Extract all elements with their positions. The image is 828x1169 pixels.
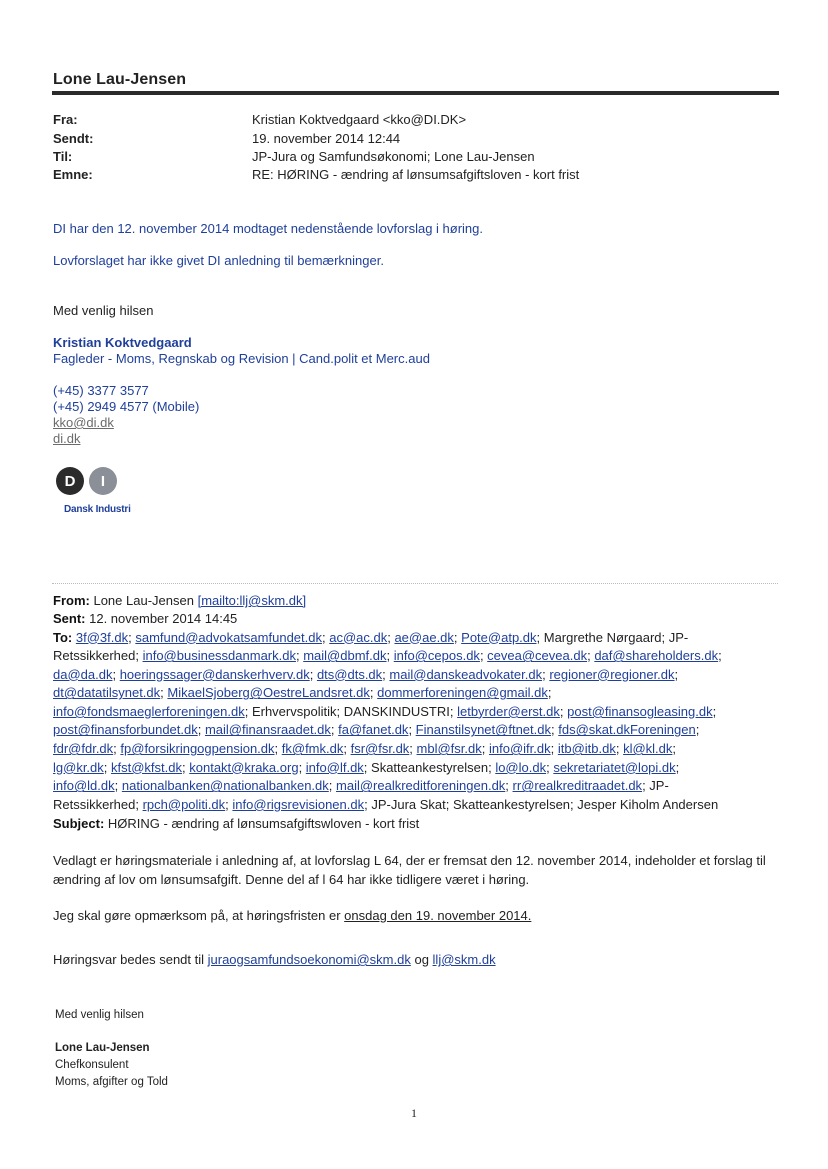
fwd-recipient-line: [53, 721, 773, 740]
fwd-recipient-text: ;: [695, 722, 700, 738]
reply-phone: (+45) 3377 3577: [53, 383, 149, 398]
fwd-recipient-line: [53, 740, 773, 759]
fwd-recipient-email-link[interactable]: fds@skat.dkForeningen: [558, 722, 696, 738]
fwd-recipient-email-link[interactable]: 3f@3f.dk: [75, 629, 129, 645]
fwd-sent-label: Sent:: [53, 611, 86, 626]
fwd-recipient-text: ;: [712, 703, 717, 719]
fwd-recipient-email-link[interactable]: samfund@advokatsamfundet.dk: [135, 629, 322, 645]
reply-line-2: Lovforslaget har ikke givet DI anledning til bemærkninger.: [53, 253, 384, 268]
fwd-recipient-text: ;: [113, 741, 121, 757]
fwd-recipient-email-link[interactable]: info@cepos.dk: [393, 648, 480, 664]
fwd-recipient-email-link[interactable]: daf@shareholders.dk: [594, 648, 719, 664]
fwd-recipient-text: ;: [547, 685, 552, 701]
fwd-recipient-email-link[interactable]: post@finansogleasing.dk: [567, 703, 713, 719]
fwd-deadline-intro: Jeg skal gøre opmærksom på, at høringsfristen er: [53, 908, 345, 923]
fwd-recipient-email-link[interactable]: mail@dbmf.dk: [303, 648, 387, 664]
fwd-recipient-line: [53, 629, 773, 648]
fwd-recipient-text: ;: [369, 685, 378, 701]
reply-greeting: Med venlig hilsen: [53, 303, 154, 318]
fwd-recipient-email-link[interactable]: info@fondsmaeglerforeningen.dk: [53, 703, 245, 719]
fwd-sent-value: 12. november 2014 14:45: [89, 611, 238, 626]
fwd-recipient-email-link[interactable]: info@ifr.dk: [488, 741, 551, 757]
fwd-recipient-text: ;: [112, 666, 120, 682]
fwd-recipient-email-link[interactable]: kfst@kfst.dk: [111, 759, 183, 775]
sent-value: 19. november 2014 12:44: [252, 131, 401, 146]
fwd-signature-department: Moms, afgifter og Told: [55, 1076, 168, 1088]
fwd-recipient-line: [53, 703, 773, 722]
fwd-recipient-text: ; Margrethe Nørgaard; JP-: [536, 629, 689, 645]
fwd-recipient-text: ;: [551, 722, 559, 738]
fwd-recipient-email-link[interactable]: fp@forsikringogpension.dk: [120, 741, 275, 757]
fwd-recipient-text: Retssikkerhed;: [53, 648, 143, 664]
fwd-from-label: From:: [53, 593, 90, 608]
reply-signature-name: Kristian Koktvedgaard: [53, 335, 192, 350]
fwd-recipient-text: ;: [546, 759, 554, 775]
fwd-recipient-text: ;: [387, 629, 395, 645]
fwd-recipient-text: ;: [481, 741, 489, 757]
fwd-recipient-text: ; Erhvervspolitik; DANSKINDUSTRI;: [244, 703, 458, 719]
fwd-body-paragraph-3: [53, 950, 773, 969]
fwd-recipient-text: ;: [542, 666, 550, 682]
reply-website-link[interactable]: di.dk: [53, 431, 81, 446]
message-separator: [52, 583, 778, 584]
fwd-recipient-email-link[interactable]: dt@datatilsynet.dk: [53, 685, 161, 701]
fwd-recipient-text: ;: [103, 759, 112, 775]
fwd-from-name: Lone Lau-Jensen: [93, 593, 194, 608]
fwd-subject-line: [53, 815, 773, 834]
fwd-recipient-email-link[interactable]: lo@lo.dk: [495, 759, 547, 775]
fwd-recipient-text: ;: [409, 741, 417, 757]
fwd-recipient-email-link[interactable]: sekretariatet@lopi.dk: [553, 759, 676, 775]
fwd-recipient-email-link[interactable]: Pote@atp.dk: [461, 629, 537, 645]
fwd-recipient-email-link[interactable]: Finanstilsynet@ftnet.dk: [415, 722, 551, 738]
page-number: 1: [411, 1106, 417, 1120]
fwd-reply-connector: og: [410, 952, 433, 967]
fwd-recipient-line: [53, 647, 773, 666]
fwd-recipient-email-link[interactable]: MikaelSjoberg@OestreLandsret.dk: [167, 685, 370, 701]
fwd-recipient-email-link[interactable]: regioner@regioner.dk: [549, 666, 675, 682]
fwd-recipient-text: ;: [309, 666, 317, 682]
fwd-subject-value: HØRING - ændring af lønsumsafgiftswloven - kort frist: [107, 816, 420, 831]
fwd-recipient-email-link[interactable]: fk@fmk.dk: [281, 741, 344, 757]
fwd-recipient-text: ;: [505, 778, 513, 794]
fwd-recipient-text: ;: [128, 629, 136, 645]
fwd-recipient-text: ;: [587, 648, 595, 664]
fwd-recipient-text: ;: [328, 778, 337, 794]
fwd-from-mailto-link[interactable]: [mailto:llj@skm.dk]: [197, 593, 307, 608]
fwd-recipient-email-link[interactable]: mail@realkreditforeningen.dk: [336, 778, 506, 794]
fwd-recipient-email-link[interactable]: fa@fanet.dk: [338, 722, 409, 738]
fwd-recipient-text: ;: [225, 796, 233, 812]
fwd-recipient-email-link[interactable]: hoeringssager@danskerhverv.dk: [119, 666, 310, 682]
fwd-recipient-email-link[interactable]: info@rigsrevisionen.dk: [232, 796, 365, 812]
fwd-recipient-text: ; Skatteankestyrelsen;: [363, 759, 496, 775]
logo-letter-d: D: [64, 473, 76, 490]
fwd-recipient-email-link[interactable]: ae@ae.dk: [394, 629, 454, 645]
fwd-recipient-line: [53, 777, 773, 796]
to-label: Til:: [53, 149, 73, 164]
fwd-recipient-line: [53, 759, 773, 778]
fwd-recipient-text: ;: [295, 648, 304, 664]
fwd-recipient-email-link[interactable]: dts@dts.dk: [316, 666, 383, 682]
fwd-greeting: Med venlig hilsen: [55, 1009, 144, 1021]
fwd-recipient-text: ;: [453, 629, 462, 645]
fwd-recipient-text: ; JP-: [642, 778, 669, 794]
reply-signature-title: Fagleder - Moms, Regnskab og Revision | Cand.polit et Merc.aud: [53, 351, 430, 366]
fwd-recipient-text: ;: [675, 759, 680, 775]
fwd-recipient-email-link[interactable]: itb@itb.dk: [557, 741, 616, 757]
fwd-recipient-text: ;: [298, 759, 306, 775]
reply-email-link[interactable]: kko@di.dk: [53, 415, 114, 430]
fwd-recipient-text: ;: [182, 759, 190, 775]
fwd-recipient-email-link[interactable]: nationalbanken@nationalbanken.dk: [121, 778, 329, 794]
sent-label: Sendt:: [53, 131, 94, 146]
fwd-sent-line: [53, 610, 773, 629]
fwd-recipient-text: ;: [343, 741, 351, 757]
fwd-recipient-email-link[interactable]: info@ld.dk: [53, 778, 115, 794]
fwd-recipient-text: ;: [559, 703, 568, 719]
fwd-recipient-email-link[interactable]: info@lf.dk: [305, 759, 364, 775]
fwd-recipient-text: ;: [386, 648, 394, 664]
subject-value: RE: HØRING - ændring af lønsumsafgiftsloven - kort frist: [252, 167, 580, 182]
reply-line-1: DI har den 12. november 2014 modtaget nedenstående lovforslag i høring.: [53, 221, 483, 236]
to-value: JP-Jura og Samfundsøkonomi; Lone Lau-Jensen: [252, 149, 535, 164]
fwd-recipient-email-link[interactable]: letbyrder@erst.dk: [457, 703, 560, 719]
fwd-recipient-email-link[interactable]: dommerforeningen@gmail.dk: [377, 685, 548, 701]
fwd-body-paragraph-2: [53, 906, 773, 925]
fwd-recipient-text: ;: [672, 741, 677, 757]
from-label: Fra:: [53, 112, 78, 127]
reply-mobile: (+45) 2949 4577 (Mobile): [53, 399, 200, 414]
logo-caption: Dansk Industri: [64, 504, 131, 515]
fwd-recipient-email-link[interactable]: kontakt@kraka.org: [189, 759, 299, 775]
logo-letter-i: I: [100, 473, 106, 490]
from-value: Kristian Koktvedgaard <kko@DI.DK>: [252, 112, 467, 127]
fwd-signature-title: Chefkonsulent: [55, 1059, 129, 1071]
fwd-recipient-email-link[interactable]: cevea@cevea.dk: [487, 648, 588, 664]
dansk-industri-logo: [55, 466, 135, 496]
fwd-recipient-line: [53, 796, 773, 815]
fwd-reply-intro: Høringsvar bedes sendt til: [53, 952, 208, 967]
fwd-recipient-text: ;: [274, 741, 282, 757]
fwd-signature-name: Lone Lau-Jensen: [55, 1042, 150, 1054]
fwd-recipient-text: ;: [197, 722, 205, 738]
fwd-recipient-text: ;: [550, 741, 558, 757]
fwd-recipient-text: ;: [615, 741, 624, 757]
fwd-recipient-text: ;: [114, 778, 122, 794]
fwd-recipient-email-link[interactable]: fdr@fdr.dk: [53, 741, 114, 757]
fwd-recipient-text: ;: [382, 666, 390, 682]
fwd-to-label: To:: [53, 629, 73, 645]
fwd-recipient-email-link[interactable]: info@businessdanmark.dk: [142, 648, 296, 664]
fwd-recipient-email-link[interactable]: rpch@politi.dk: [142, 796, 226, 812]
fwd-subject-label: Subject:: [53, 816, 105, 831]
fwd-recipient-email-link[interactable]: post@finansforbundet.dk: [53, 722, 198, 738]
fwd-recipient-text: ;: [408, 722, 416, 738]
fwd-recipient-email-link[interactable]: mbl@fsr.dk: [416, 741, 482, 757]
header-rule: [52, 91, 779, 95]
fwd-recipient-email-link[interactable]: mail@finansraadet.dk: [204, 722, 331, 738]
fwd-recipient-email-link[interactable]: rr@realkreditraadet.dk: [512, 778, 643, 794]
fwd-recipient-text: ;: [330, 722, 339, 738]
fwd-recipient-line: [53, 666, 773, 685]
fwd-recipient-email-link[interactable]: lg@kr.dk: [53, 759, 104, 775]
fwd-recipient-text: ;: [674, 666, 679, 682]
fwd-recipient-text: ;: [718, 648, 722, 664]
fwd-recipients-block: [53, 629, 773, 815]
document-owner-name: Lone Lau-Jensen: [53, 71, 187, 88]
fwd-recipient-email-link[interactable]: ac@ac.dk: [329, 629, 388, 645]
fwd-recipient-email-link[interactable]: fsr@fsr.dk: [350, 741, 410, 757]
fwd-recipient-line: [53, 684, 773, 703]
fwd-reply-email-link-2[interactable]: llj@skm.dk: [432, 952, 496, 967]
fwd-recipient-text: ;: [321, 629, 330, 645]
fwd-recipient-text: Retssikkerhed;: [53, 796, 143, 812]
fwd-recipient-text: ;: [479, 648, 488, 664]
fwd-body-paragraph-1: Vedlagt er høringsmateriale i anledning af, at lovforslag L 64, der er fremsat den 12. november 2014, indeholder et forslag til ændring af lov om lønsumsafgift. Denne del af l 64 har ikke tidligere været i høring.: [53, 853, 766, 887]
fwd-recipient-email-link[interactable]: da@da.dk: [53, 666, 113, 682]
fwd-recipient-text: ; JP-Jura Skat; Skatteankestyrelsen; Jesper Kiholm Andersen: [364, 796, 719, 812]
subject-label: Emne:: [53, 167, 93, 182]
fwd-deadline-date: onsdag den 19. november 2014.: [344, 908, 532, 923]
fwd-recipient-email-link[interactable]: mail@danskeadvokater.dk: [389, 666, 543, 682]
fwd-reply-email-link-1[interactable]: juraogsamfundsoekonomi@skm.dk: [207, 952, 411, 967]
fwd-from-line: [53, 592, 773, 611]
fwd-recipient-email-link[interactable]: kl@kl.dk: [623, 741, 673, 757]
fwd-recipient-text: ;: [160, 685, 168, 701]
